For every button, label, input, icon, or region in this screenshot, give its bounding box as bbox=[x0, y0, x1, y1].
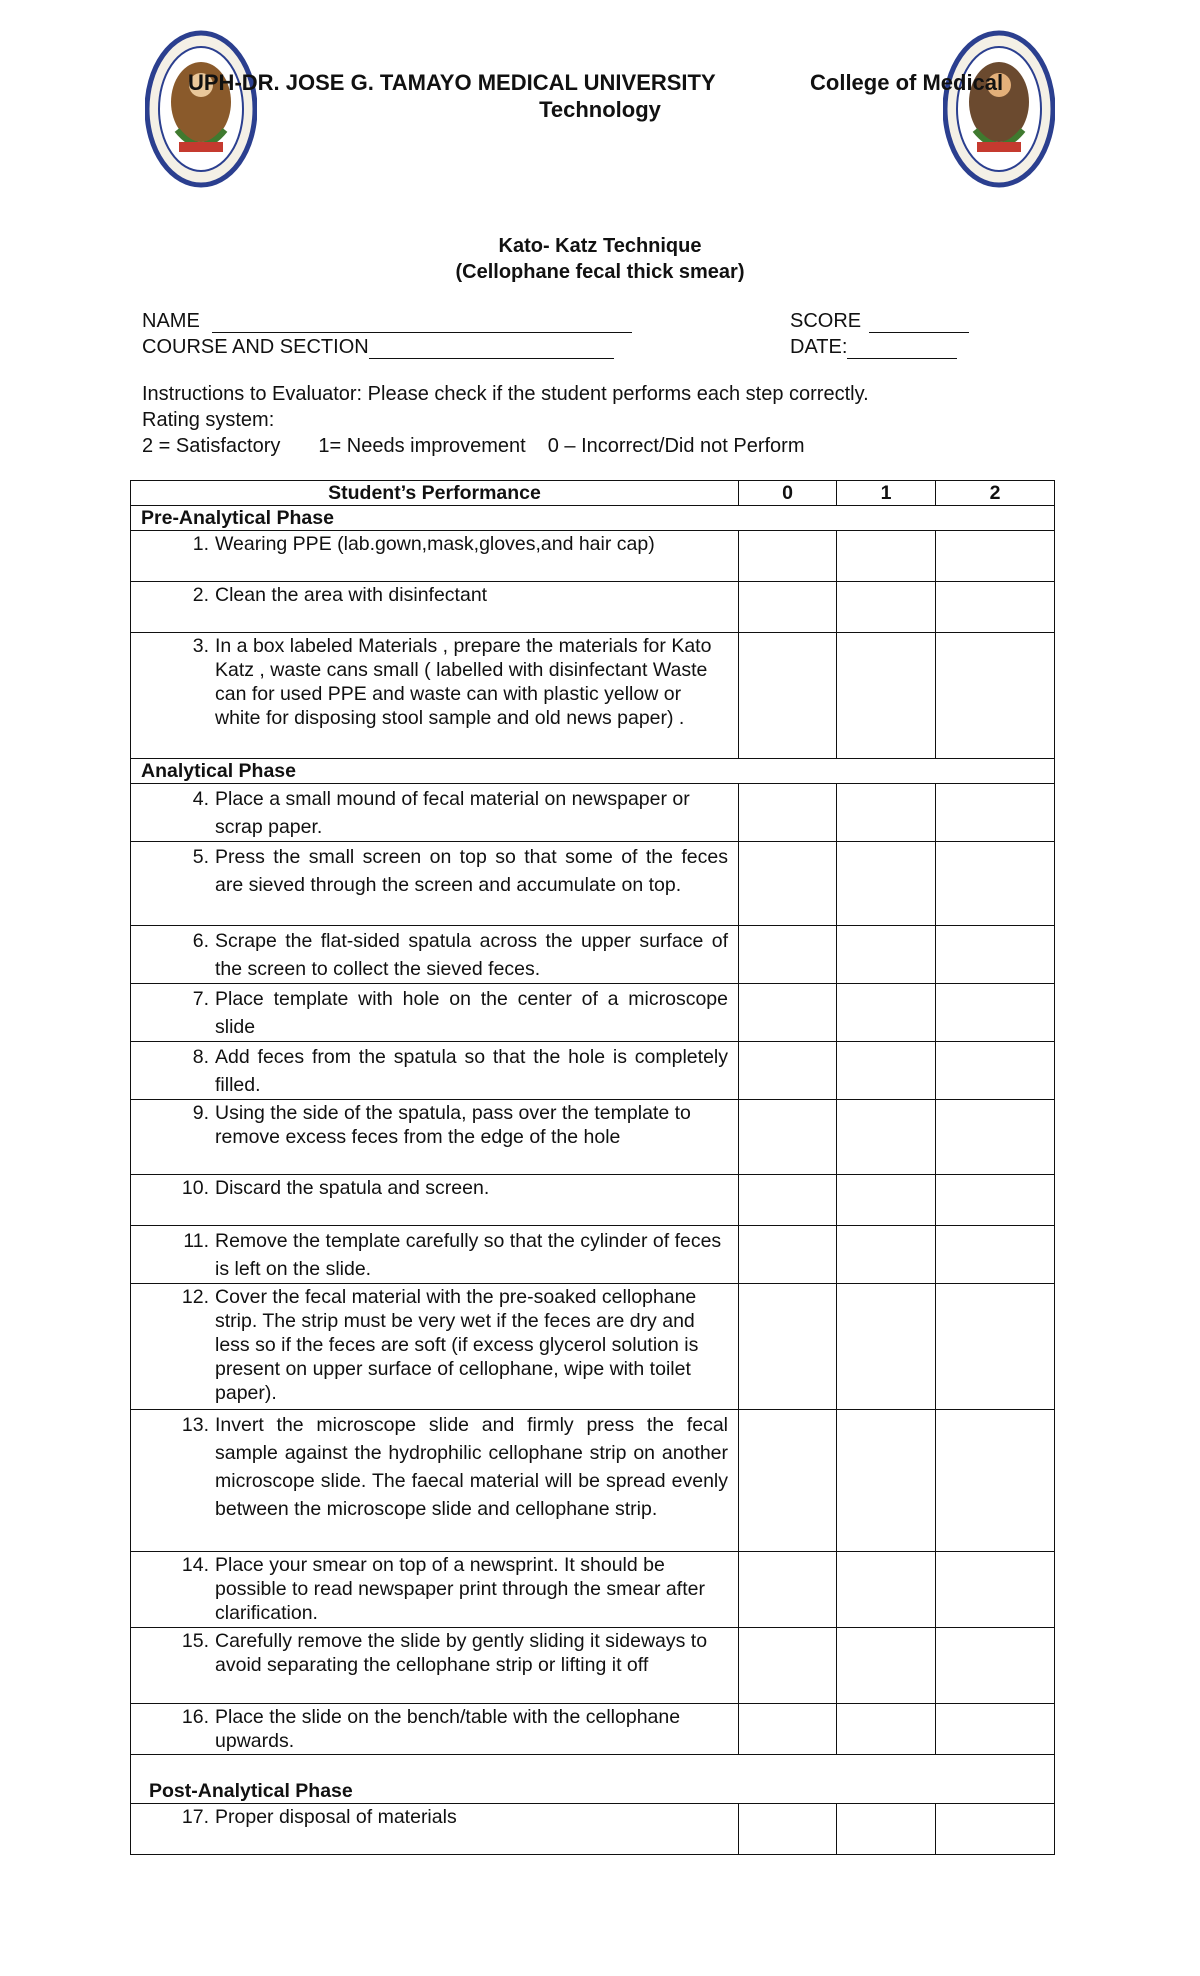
step-text: Clean the area with disinfectant bbox=[215, 584, 488, 606]
score-cell-2[interactable] bbox=[936, 1552, 1055, 1628]
score-cell-2[interactable] bbox=[936, 1226, 1055, 1284]
score-cell-2[interactable] bbox=[936, 1175, 1055, 1226]
date-label: DATE: bbox=[790, 336, 848, 358]
step-number: 11. bbox=[183, 1230, 209, 1252]
score-cell-0[interactable] bbox=[739, 784, 837, 842]
score-cell-2[interactable] bbox=[936, 926, 1055, 984]
header-score-0: 0 bbox=[739, 481, 837, 506]
table-row bbox=[131, 1226, 1055, 1284]
score-cell-0[interactable] bbox=[739, 1042, 837, 1100]
score-cell-1[interactable] bbox=[837, 984, 936, 1042]
step-number: 12. bbox=[181, 1286, 209, 1308]
step-text: Wearing PPE (lab.gown,mask,gloves,and hair cap) bbox=[215, 533, 655, 555]
phase-label: Pre-Analytical Phase bbox=[131, 506, 1055, 531]
step-number: 1. bbox=[192, 533, 209, 555]
step-number: 7. bbox=[192, 988, 209, 1010]
step-text: Discard the spatula and screen. bbox=[215, 1177, 490, 1199]
table-row bbox=[131, 1284, 1055, 1410]
table-row bbox=[131, 842, 1055, 926]
step-number: 4. bbox=[192, 788, 209, 810]
step-number: 13. bbox=[181, 1414, 209, 1436]
step-text: Scrape the flat-sided spatula across the upper surface of the screen to collect the sieved feces. bbox=[215, 930, 728, 980]
step-number: 14. bbox=[181, 1554, 209, 1576]
score-cell-0[interactable] bbox=[739, 1175, 837, 1226]
step-number: 16. bbox=[181, 1706, 209, 1728]
table-row bbox=[131, 531, 1055, 582]
step-number: 5. bbox=[192, 846, 209, 868]
table-row bbox=[131, 1804, 1055, 1855]
step-text: Press the small screen on top so that some of the feces are sieved through the screen and accumulate on top. bbox=[215, 846, 728, 896]
score-cell-1[interactable] bbox=[837, 842, 936, 926]
score-cell-2[interactable] bbox=[936, 582, 1055, 633]
step-number: 9. bbox=[192, 1102, 209, 1124]
table-row bbox=[131, 1100, 1055, 1175]
score-cell-0[interactable] bbox=[739, 1410, 837, 1552]
score-cell-1[interactable] bbox=[837, 1704, 936, 1755]
score-cell-1[interactable] bbox=[837, 784, 936, 842]
step-number: 10. bbox=[181, 1177, 209, 1199]
name-label: NAME bbox=[142, 310, 200, 332]
score-cell-1[interactable] bbox=[837, 1284, 936, 1410]
score-cell-1[interactable] bbox=[837, 1100, 936, 1175]
header-score-2: 2 bbox=[936, 481, 1055, 506]
step-text: Proper disposal of materials bbox=[215, 1806, 457, 1828]
table-row bbox=[131, 582, 1055, 633]
score-cell-2[interactable] bbox=[936, 1410, 1055, 1552]
score-cell-1[interactable] bbox=[837, 531, 936, 582]
score-cell-1[interactable] bbox=[837, 1042, 936, 1100]
score-cell-2[interactable] bbox=[936, 984, 1055, 1042]
score-cell-0[interactable] bbox=[739, 1628, 837, 1704]
score-cell-2[interactable] bbox=[936, 1042, 1055, 1100]
step-number: 3. bbox=[192, 635, 209, 657]
score-cell-0[interactable] bbox=[739, 842, 837, 926]
score-cell-2[interactable] bbox=[936, 633, 1055, 759]
college-name-line1: College of Medical bbox=[810, 70, 1004, 95]
title-line1: Kato- Katz Technique bbox=[498, 235, 702, 257]
score-cell-1[interactable] bbox=[837, 926, 936, 984]
step-text: Carefully remove the slide by gently sliding it sideways to avoid separating the cellophane strip or lifting it off bbox=[215, 1630, 708, 1676]
phase-row-analytical bbox=[131, 759, 1055, 784]
rating-system-label: Rating system: bbox=[142, 409, 275, 431]
title-line2: (Cellophane fecal thick smear) bbox=[455, 261, 745, 283]
header-performance: Student’s Performance bbox=[131, 481, 739, 506]
table-row bbox=[131, 1410, 1055, 1552]
score-cell-1[interactable] bbox=[837, 1226, 936, 1284]
score-cell-2[interactable] bbox=[936, 1804, 1055, 1855]
score-cell-0[interactable] bbox=[739, 1704, 837, 1755]
score-cell-1[interactable] bbox=[837, 1804, 936, 1855]
step-number: 8. bbox=[192, 1046, 209, 1068]
phase-row-post-analytical bbox=[131, 1755, 1055, 1804]
step-text: Remove the template carefully so that the cylinder of feces is left on the slide. bbox=[215, 1230, 722, 1280]
score-cell-2[interactable] bbox=[936, 842, 1055, 926]
score-cell-0[interactable] bbox=[739, 926, 837, 984]
course-label: COURSE AND SECTION bbox=[142, 336, 369, 358]
table-row bbox=[131, 984, 1055, 1042]
score-cell-1[interactable] bbox=[837, 633, 936, 759]
score-cell-0[interactable] bbox=[739, 531, 837, 582]
score-cell-0[interactable] bbox=[739, 1226, 837, 1284]
university-name: UPH-DR. JOSE G. TAMAYO MEDICAL UNIVERSITY bbox=[188, 70, 716, 95]
course-section-field[interactable] bbox=[142, 336, 614, 359]
rating-legend bbox=[142, 433, 869, 459]
name-blank[interactable] bbox=[212, 312, 632, 333]
score-blank[interactable] bbox=[869, 312, 969, 333]
phase-row-pre-analytical bbox=[131, 506, 1055, 531]
step-text: Place a small mound of fecal material on newspaper or scrap paper. bbox=[215, 788, 690, 838]
instructions-line1: Instructions to Evaluator: Please check if the student performs each step correctly. bbox=[142, 383, 869, 405]
college-name-line2: Technology bbox=[539, 97, 661, 122]
score-cell-0[interactable] bbox=[739, 1100, 837, 1175]
step-text: Place template with hole on the center of a microscope slide bbox=[215, 988, 728, 1038]
rating-0: 0 – Incorrect/Did not Perform bbox=[547, 435, 805, 457]
score-label: SCORE bbox=[790, 310, 862, 332]
score-cell-1[interactable] bbox=[837, 1552, 936, 1628]
step-text: Place your smear on top of a newsprint. It should be possible to read newspaper print through the smear after clarification. bbox=[215, 1554, 705, 1624]
date-blank[interactable] bbox=[847, 338, 957, 359]
score-cell-2[interactable] bbox=[936, 1704, 1055, 1755]
instructions bbox=[142, 381, 869, 459]
phase-label: Analytical Phase bbox=[131, 759, 1055, 784]
course-blank[interactable] bbox=[369, 338, 614, 359]
score-cell-1[interactable] bbox=[837, 1628, 936, 1704]
step-number: 6. bbox=[192, 930, 209, 952]
step-text: Add feces from the spatula so that the hole is completely filled. bbox=[215, 1046, 728, 1096]
step-number: 2. bbox=[192, 584, 209, 606]
score-field[interactable] bbox=[790, 310, 969, 333]
phase-label: Post-Analytical Phase bbox=[131, 1755, 1055, 1804]
table-row bbox=[131, 1628, 1055, 1704]
score-cell-1[interactable] bbox=[837, 582, 936, 633]
score-cell-2[interactable] bbox=[936, 784, 1055, 842]
name-field[interactable] bbox=[142, 310, 632, 333]
performance-table bbox=[130, 480, 1055, 1855]
score-cell-0[interactable] bbox=[739, 633, 837, 759]
score-cell-1[interactable] bbox=[837, 1410, 936, 1552]
step-text: Cover the fecal material with the pre-soaked cellophane strip. The strip must be very wet if the feces are dry and less so if the feces are soft (if excess glycerol solution is present on upper surface of cellophane, wipe with toilet paper). bbox=[215, 1286, 699, 1404]
date-field[interactable] bbox=[790, 336, 957, 359]
table-row bbox=[131, 784, 1055, 842]
step-number: 17. bbox=[181, 1806, 209, 1828]
table-row bbox=[131, 1704, 1055, 1755]
rating-1: 1= Needs improvement bbox=[318, 435, 526, 457]
score-cell-0[interactable] bbox=[739, 1804, 837, 1855]
table-row bbox=[131, 926, 1055, 984]
step-text: In a box labeled Materials , prepare the materials for Kato Katz , waste cans small ( labelled with disinfectant Waste can for used PPE and waste can with plastic yellow or white for disposing stool sample and old news paper) . bbox=[215, 635, 712, 729]
step-text: Invert the microscope slide and firmly press the fecal sample against the hydrophilic cellophane strip on another microscope slide. The faecal material will be spread evenly between the microscope slide and cellophane strip. bbox=[215, 1414, 728, 1520]
table-row bbox=[131, 1552, 1055, 1628]
score-cell-2[interactable] bbox=[936, 1100, 1055, 1175]
rating-2: 2 = Satisfactory bbox=[142, 435, 281, 457]
step-text: Place the slide on the bench/table with the cellophane upwards. bbox=[215, 1706, 681, 1752]
table-row bbox=[131, 1042, 1055, 1100]
score-cell-0[interactable] bbox=[739, 1552, 837, 1628]
score-cell-0[interactable] bbox=[739, 984, 837, 1042]
score-cell-2[interactable] bbox=[936, 1628, 1055, 1704]
table-row bbox=[131, 1175, 1055, 1226]
table-row bbox=[131, 633, 1055, 759]
score-cell-0[interactable] bbox=[739, 582, 837, 633]
score-cell-1[interactable] bbox=[837, 1175, 936, 1226]
score-cell-2[interactable] bbox=[936, 531, 1055, 582]
header-score-1: 1 bbox=[837, 481, 936, 506]
table-header-row bbox=[131, 481, 1055, 506]
score-cell-2[interactable] bbox=[936, 1284, 1055, 1410]
step-number: 15. bbox=[181, 1630, 209, 1652]
document-title bbox=[0, 233, 1200, 285]
step-text: Using the side of the spatula, pass over the template to remove excess feces from the edge of the hole bbox=[215, 1102, 691, 1148]
score-cell-0[interactable] bbox=[739, 1284, 837, 1410]
